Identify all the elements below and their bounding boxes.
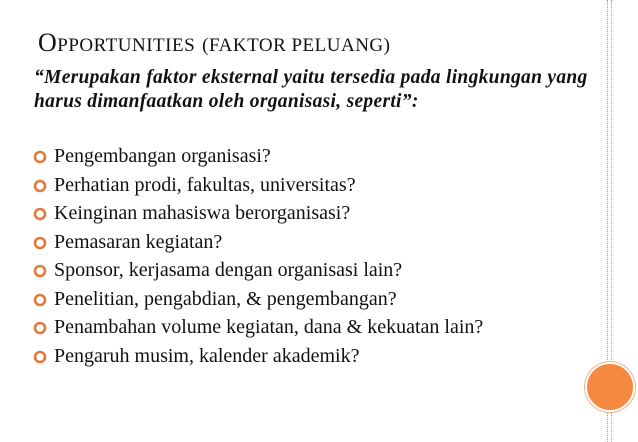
slide-title bbox=[38, 28, 390, 58]
title-first-letter: O bbox=[38, 28, 58, 57]
list-item bbox=[32, 142, 592, 171]
circle-outline-bullet-icon bbox=[33, 142, 49, 170]
circle-outline-bullet-icon bbox=[33, 228, 49, 256]
list-item bbox=[32, 313, 592, 342]
circle-outline-bullet-icon bbox=[33, 342, 49, 370]
list-item-text: Keinginan mahasiswa berorganisasi? bbox=[54, 202, 351, 224]
circle-outline-bullet-icon bbox=[33, 285, 49, 313]
list-item-text: Pengembangan organisasi? bbox=[54, 145, 271, 167]
list-item bbox=[32, 199, 592, 228]
circle-outline-bullet-icon bbox=[33, 313, 49, 341]
orange-circle-icon bbox=[585, 362, 635, 412]
circle-outline-bullet-icon bbox=[33, 199, 49, 227]
list-item bbox=[32, 228, 592, 257]
title-rest: PPORTUNITIES bbox=[57, 35, 196, 56]
circle-outline-bullet-icon bbox=[33, 256, 49, 284]
list-item-text: Penambahan volume kegiatan, dana & kekuatan lain? bbox=[54, 316, 484, 338]
list-item-text: Sponsor, kerjasama dengan organisasi lain? bbox=[54, 259, 403, 281]
list-item bbox=[32, 171, 592, 200]
list-item bbox=[32, 342, 592, 371]
intro-text: “Merupakan faktor eksternal yaitu tersedia pada lingkungan yang harus dimanfaatkan oleh organisasi, seperti”: bbox=[34, 67, 588, 112]
list-item-text: Perhatian prodi, fakultas, universitas? bbox=[54, 173, 356, 196]
list-item-text: Penelitian, pengabdian, & pengembangan? bbox=[54, 287, 397, 310]
list-item bbox=[32, 256, 592, 285]
bullet-list bbox=[32, 142, 592, 370]
title-subtitle: (FAKTOR PELUANG) bbox=[202, 35, 391, 56]
list-item-text: Pemasaran kegiatan? bbox=[54, 230, 223, 253]
list-item bbox=[32, 285, 592, 314]
circle-outline-bullet-icon bbox=[33, 171, 49, 199]
list-item-text: Pengaruh musim, kalender akademik? bbox=[54, 344, 360, 367]
